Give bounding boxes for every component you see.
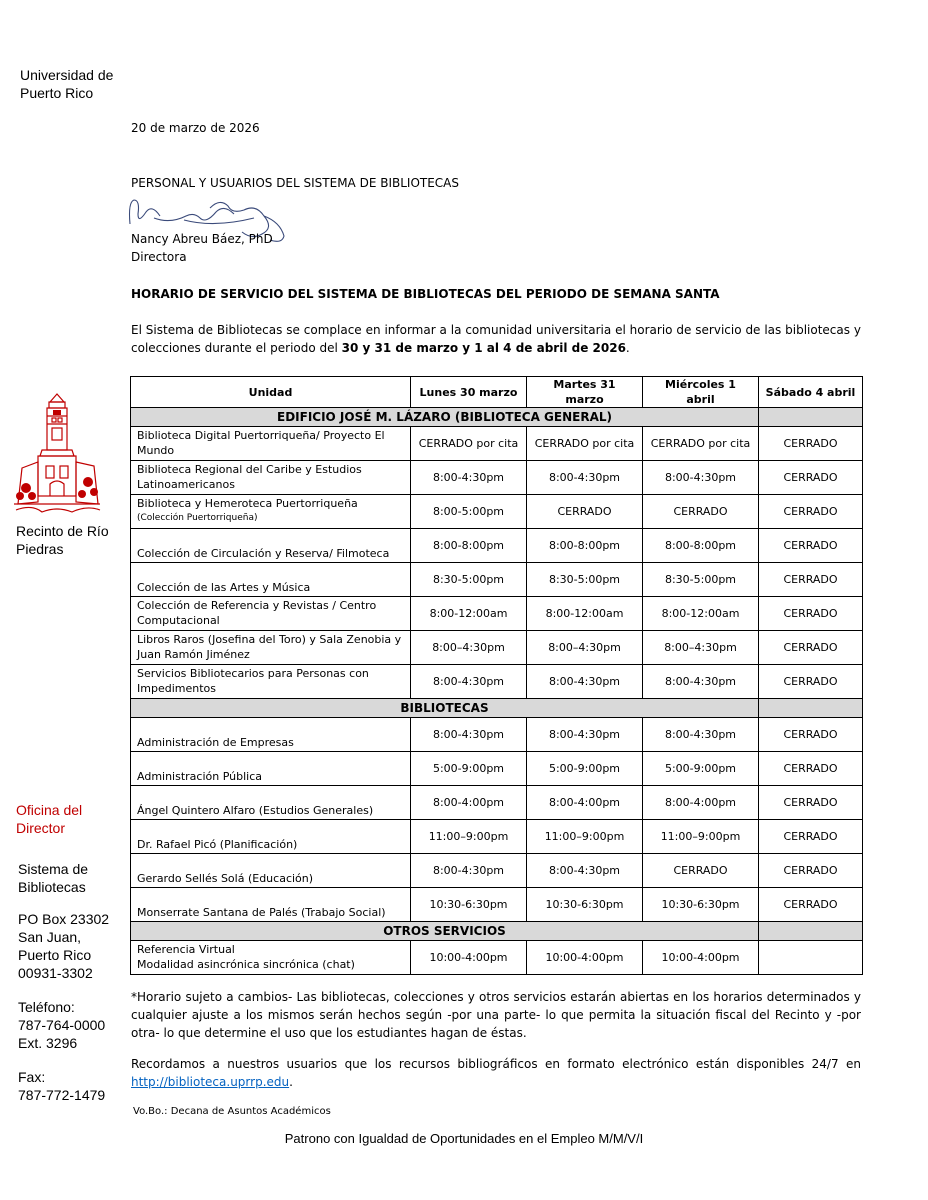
hours-saturday: CERRADO — [759, 597, 863, 631]
hours-monday: CERRADO por cita — [411, 427, 527, 461]
hours-wednesday: 5:00-9:00pm — [643, 752, 759, 786]
hours-tuesday: 8:00-4:30pm — [527, 665, 643, 699]
unit-name: Dr. Rafael Picó (Planificación) — [131, 820, 411, 854]
schedule-note: *Horario sujeto a cambios- Las bibliotecas, colecciones y otros servicios estarán abiertas en los horarios determinados y cualquier ajuste a los mismos serán hechos según -por una parte- lo que permita la situación fiscal del Recinto y -por otra- lo que determine el uso que los estudiantes hagan de éstas. — [131, 990, 861, 1040]
hours-saturday: CERRADO — [759, 461, 863, 495]
subject-heading: HORARIO DE SERVICIO DEL SISTEMA DE BIBLIOTECAS DEL PERIODO DE SEMANA SANTA — [131, 287, 720, 301]
table-header-row — [131, 377, 863, 408]
campus-name: Recinto de Río Piedras — [16, 523, 109, 557]
hours-tuesday: 8:00-4:30pm — [527, 461, 643, 495]
footer-equal-opportunity: Patrono con Igualdad de Oportunidades en el Empleo M/M/V/I — [284, 1131, 644, 1146]
col-header-unit: Unidad — [131, 377, 411, 408]
unit-subtitle: (Colección Puertorriqueña) — [137, 513, 258, 523]
library-website-link[interactable]: http://biblioteca.uprrp.edu — [131, 1075, 290, 1089]
hours-monday: 8:00-4:30pm — [411, 718, 527, 752]
hours-wednesday: 8:00-4:00pm — [643, 786, 759, 820]
unit-name: Colección de Circulación y Reserva/ Filmoteca — [131, 529, 411, 563]
unit-name: Colección de las Artes y Música — [131, 563, 411, 597]
postal-address: PO Box 23302 San Juan, Puerto Rico 00931-3302 — [18, 911, 110, 981]
hours-tuesday: 8:00-8:00pm — [527, 529, 643, 563]
hours-monday: 8:00-4:30pm — [411, 665, 527, 699]
section-row — [131, 699, 863, 718]
hours-wednesday: CERRADO — [643, 495, 759, 529]
table-row — [131, 888, 863, 922]
hours-monday: 5:00-9:00pm — [411, 752, 527, 786]
hours-wednesday: 8:30-5:00pm — [643, 563, 759, 597]
col-header-wednesday: Miércoles 1 abril — [643, 377, 759, 408]
hours-wednesday: 10:30-6:30pm — [643, 888, 759, 922]
unit-name: Libros Raros (Josefina del Toro) y Sala Zenobia y Juan Ramón Jiménez — [131, 631, 411, 665]
hours-saturday: CERRADO — [759, 854, 863, 888]
unit-name: Servicios Bibliotecarios para Personas con Impedimentos — [131, 665, 411, 699]
letter-recipient: PERSONAL Y USUARIOS DEL SISTEMA DE BIBLIOTECAS — [131, 176, 460, 190]
hours-tuesday: 8:00–4:30pm — [527, 631, 643, 665]
hours-tuesday: 10:00-4:00pm — [527, 941, 643, 975]
hours-saturday: CERRADO — [759, 665, 863, 699]
unit-subtitle: Modalidad asincrónica sincrónica (chat) — [137, 958, 355, 971]
col-header-monday: Lunes 30 marzo — [411, 377, 527, 408]
col-header-tuesday: Martes 31 marzo — [527, 377, 643, 408]
section-title: BIBLIOTECAS — [131, 699, 759, 718]
hours-saturday: CERRADO — [759, 820, 863, 854]
intro-dates: 30 y 31 de marzo y 1 al 4 de abril de 2026 — [341, 341, 626, 355]
hours-wednesday: 10:00-4:00pm — [643, 941, 759, 975]
unit-name: Colección de Referencia y Revistas / Centro Computacional — [131, 597, 411, 631]
unit-name: Biblioteca Regional del Caribe y Estudios Latinoamericanos — [131, 461, 411, 495]
fax-block: Fax: 787-772-1479 — [18, 1069, 106, 1103]
hours-wednesday: 8:00–4:30pm — [643, 631, 759, 665]
table-row — [131, 427, 863, 461]
hours-saturday: CERRADO — [759, 718, 863, 752]
hours-tuesday: 8:00-12:00am — [527, 597, 643, 631]
table-row — [131, 495, 863, 529]
hours-monday: 8:00-4:30pm — [411, 854, 527, 888]
office-name: Oficina del Director — [16, 802, 83, 836]
unit-name: Biblioteca Digital Puertorriqueña/ Proyecto El Mundo — [131, 427, 411, 461]
hours-wednesday: 11:00–9:00pm — [643, 820, 759, 854]
table-row — [131, 752, 863, 786]
hours-tuesday: 8:00-4:00pm — [527, 786, 643, 820]
hours-wednesday: 8:00-8:00pm — [643, 529, 759, 563]
table-row — [131, 529, 863, 563]
hours-wednesday: CERRADO por cita — [643, 427, 759, 461]
hours-saturday: CERRADO — [759, 752, 863, 786]
electronic-resources-note: Recordamos a nuestros usuarios que los recursos bibliográficos en formato electrónico están disponibles 24/7 en http://biblioteca.uprrp.edu. — [131, 1057, 861, 1089]
hours-wednesday: CERRADO — [643, 854, 759, 888]
hours-monday: 8:30-5:00pm — [411, 563, 527, 597]
system-name: Sistema de Bibliotecas — [18, 861, 89, 895]
hours-saturday: CERRADO — [759, 529, 863, 563]
university-name: Universidad de Puerto Rico — [20, 67, 114, 101]
hours-tuesday: 5:00-9:00pm — [527, 752, 643, 786]
hours-monday: 8:00-8:00pm — [411, 529, 527, 563]
signer-title: Directora — [131, 250, 187, 264]
table-row — [131, 718, 863, 752]
signer-name: Nancy Abreu Báez, PhD — [131, 232, 273, 246]
hours-saturday: CERRADO — [759, 427, 863, 461]
hours-monday: 10:30-6:30pm — [411, 888, 527, 922]
hours-monday: 10:00-4:00pm — [411, 941, 527, 975]
unit-name: Biblioteca y Hemeroteca Puertorriqueña (Colección Puertorriqueña) — [131, 495, 411, 529]
approval-note: Vo.Bo.: Decana de Asuntos Académicos — [133, 1106, 331, 1117]
hours-wednesday: 8:00-4:30pm — [643, 461, 759, 495]
hours-monday: 8:00-12:00am — [411, 597, 527, 631]
hours-saturday — [759, 941, 863, 975]
letter-date: 20 de marzo de 2026 — [131, 121, 260, 135]
hours-saturday: CERRADO — [759, 495, 863, 529]
table-row — [131, 786, 863, 820]
unit-name: Gerardo Sellés Solá (Educación) — [131, 854, 411, 888]
unit-name: Ángel Quintero Alfaro (Estudios Generales) — [131, 786, 411, 820]
hours-monday: 8:00-4:30pm — [411, 461, 527, 495]
hours-wednesday: 8:00-4:30pm — [643, 718, 759, 752]
hours-saturday: CERRADO — [759, 631, 863, 665]
table-row — [131, 631, 863, 665]
section-row — [131, 408, 863, 427]
hours-tuesday: CERRADO — [527, 495, 643, 529]
hours-tuesday: CERRADO por cita — [527, 427, 643, 461]
hours-tuesday: 8:00-4:30pm — [527, 854, 643, 888]
col-header-saturday: Sábado 4 abril — [759, 377, 863, 408]
phone-block: Teléfono: 787-764-0000 Ext. 3296 — [18, 999, 106, 1051]
section-title: OTROS SERVICIOS — [131, 922, 759, 941]
hours-saturday: CERRADO — [759, 786, 863, 820]
hours-monday: 8:00-4:00pm — [411, 786, 527, 820]
hours-wednesday: 8:00-12:00am — [643, 597, 759, 631]
hours-monday: 11:00–9:00pm — [411, 820, 527, 854]
hours-saturday: CERRADO — [759, 888, 863, 922]
hours-wednesday: 8:00-4:30pm — [643, 665, 759, 699]
table-row — [131, 854, 863, 888]
schedule-table — [130, 376, 863, 975]
hours-tuesday: 8:00-4:30pm — [527, 718, 643, 752]
tower-building-icon — [12, 392, 102, 518]
unit-name: Administración Pública — [131, 752, 411, 786]
unit-name: Monserrate Santana de Palés (Trabajo Social) — [131, 888, 411, 922]
hours-tuesday: 8:30-5:00pm — [527, 563, 643, 597]
table-row — [131, 665, 863, 699]
unit-name: Administración de Empresas — [131, 718, 411, 752]
table-row — [131, 597, 863, 631]
table-row — [131, 563, 863, 597]
table-row — [131, 461, 863, 495]
hours-saturday: CERRADO — [759, 563, 863, 597]
section-row — [131, 922, 863, 941]
section-title: EDIFICIO JOSÉ M. LÁZARO (BIBLIOTECA GENERAL) — [131, 408, 759, 427]
table-row — [131, 941, 863, 975]
intro-paragraph: El Sistema de Bibliotecas se complace en informar a la comunidad universitaria el horario de servicio de las bibliotecas y colecciones durante el periodo del 30 y 31 de marzo y 1 al 4 de abril de 2026. — [131, 323, 861, 355]
hours-monday: 8:00–4:30pm — [411, 631, 527, 665]
hours-tuesday: 11:00–9:00pm — [527, 820, 643, 854]
table-row — [131, 820, 863, 854]
hours-tuesday: 10:30-6:30pm — [527, 888, 643, 922]
hours-monday: 8:00-5:00pm — [411, 495, 527, 529]
unit-name: Referencia Virtual Modalidad asincrónica sincrónica (chat) — [131, 941, 411, 975]
